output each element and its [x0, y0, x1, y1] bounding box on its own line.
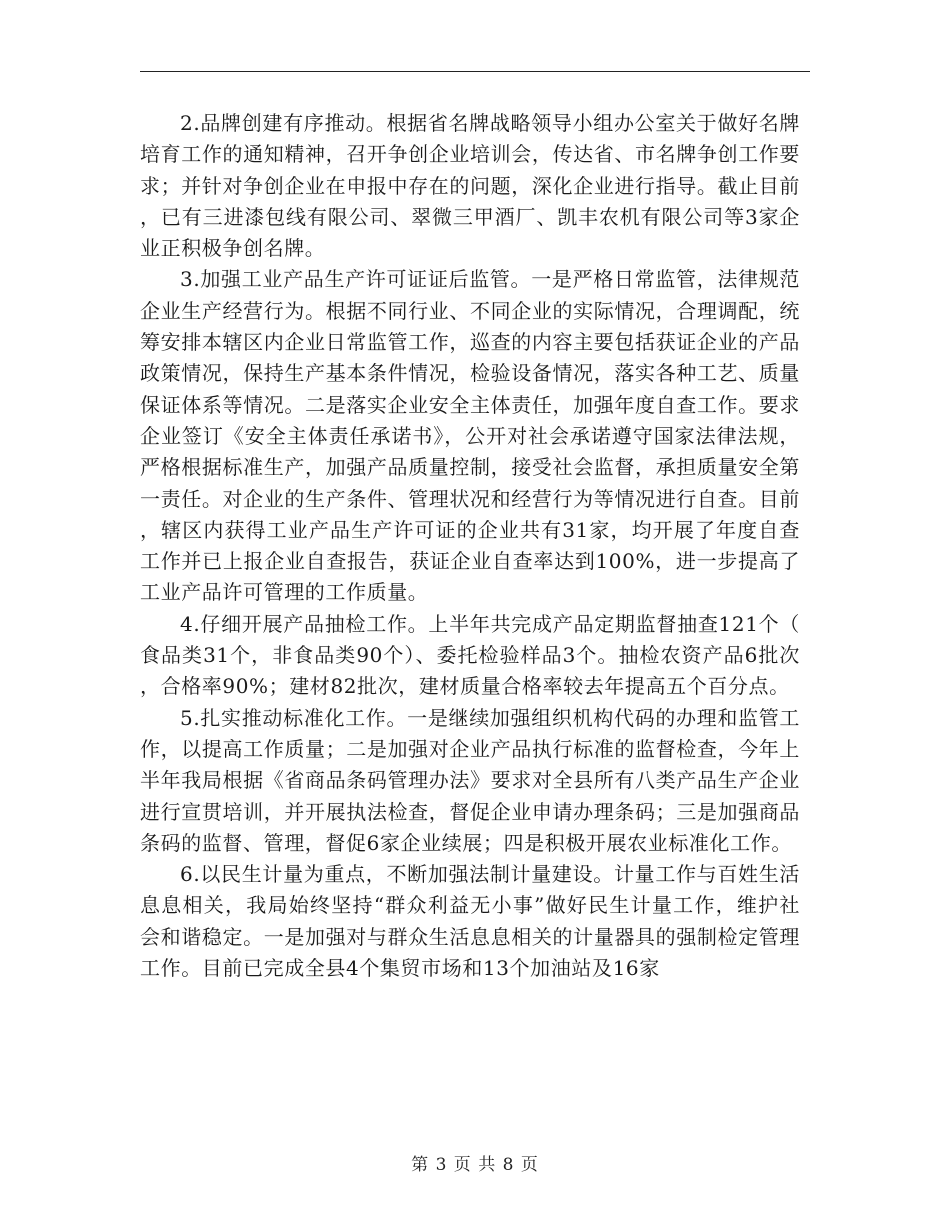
- paragraph-standardization: 5.扎实推动标准化工作。一是继续加强组织机构代码的办理和监管工作，以提高工作质量；二是加强对企业产品执行标准的监督检查，今年上半年我局根据《省商品条码管理办法》要求对全县所有八类产品生产企业进行宣贯培训，并开展执法检查，督促企业申请办理条码；三是加强商品条码的监督、管理，督促6家企业续展；四是积极开展农业标准化工作。: [140, 705, 800, 855]
- paragraph-metrology: 6.以民生计量为重点，不断加强法制计量建设。计量工作与百姓生活息息相关，我局始终坚持“群众利益无小事”做好民生计量工作，维护社会和谐稳定。一是加强对与群众生活息息相关的计量器具的强制检定管理工作。目前已完成全县4个集贸市场和13个加油站及16家: [140, 862, 800, 981]
- paragraph-product-inspection: 4.仔细开展产品抽检工作。上半年共完成产品定期监督抽查121个（食品类31个，非食品类90个）、委托检验样品3个。抽检农资产品6批次，合格率90%；建材82批次，建材质量合格率较去年提高五个百分点。: [140, 611, 800, 699]
- paragraph-brand-building: 2.品牌创建有序推动。根据省名牌战略领导小组办公室关于做好名牌培育工作的通知精神，召开争创企业培训会，传达省、市名牌争创工作要求；并针对争创企业在申报中存在的问题，深化企业进行指导。截止目前，已有三进漆包线有限公司、翠微三甲酒厂、凯丰农机有限公司等3家企业正积极争创名牌。: [140, 111, 800, 261]
- page-number: 第 3 页 共 8 页: [411, 1155, 539, 1175]
- document-body: [140, 108, 800, 984]
- paragraph-license-supervision: 3.加强工业产品生产许可证证后监管。一是严格日常监管，法律规范企业生产经营行为。根据不同行业、不同企业的实际情况，合理调配，统筹安排本辖区内企业日常监管工作，巡查的内容主要包括获证企业的产品政策情况，保持生产基本条件情况，检验设备情况，落实各种工艺、质量保证体系等情况。二是落实企业安全主体责任，加强年度自查工作。要求企业签订《安全主体责任承诺书》，公开对社会承诺遵守国家法律法规，严格根据标准生产，加强产品质量控制，接受社会监督，承担质量安全第一责任。对企业的生产条件、管理状况和经营行为等情况进行自查。目前，辖区内获得工业产品生产许可证的企业共有31家，均开展了年度自查工作并已上报企业自查报告，获证企业自查率达到100%，进一步提高了工业产品许可管理的工作质量。: [140, 267, 800, 605]
- header-rule: [140, 71, 810, 72]
